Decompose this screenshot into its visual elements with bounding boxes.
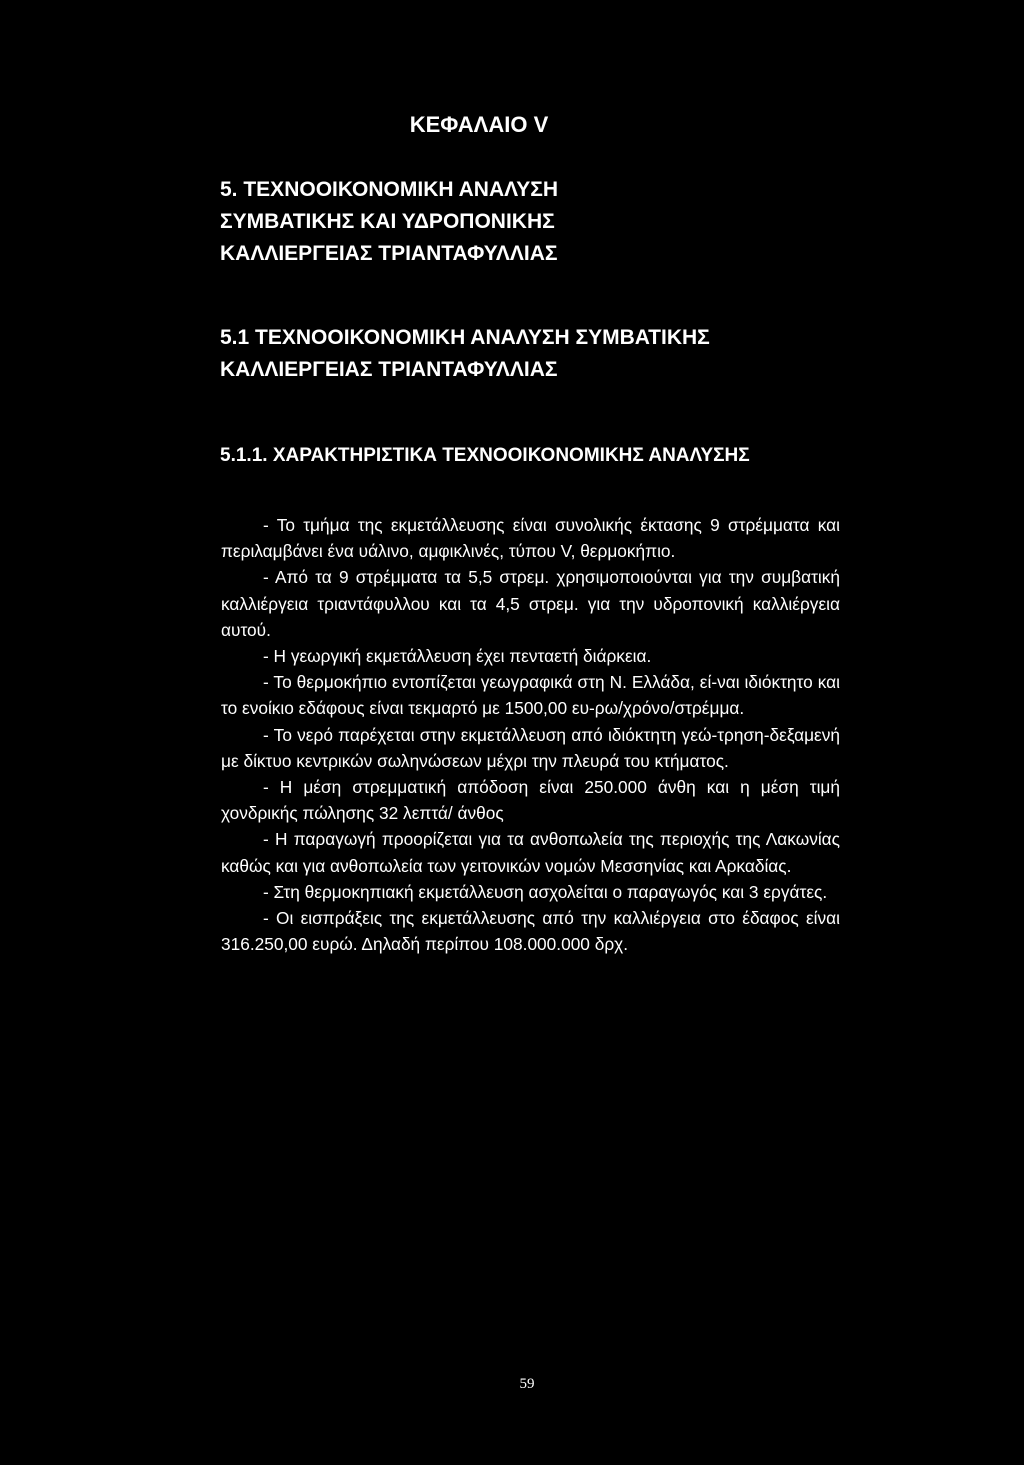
paragraph: - Στη θερμοκηπιακή εκμετάλλευση ασχολείται ο παραγωγός και 3 εργάτες. <box>263 881 828 902</box>
subsubsection-heading: 5.1.1. ΧΑΡΑΚΤΗΡΙΣΤΙΚΑ ΤΕΧΝΟΟΙΚΟΝΟΜΙΚΗΣ ΑΝΑΛΥΣΗΣ <box>220 445 750 466</box>
heading-line: 5. ΤΕΧΝΟΟΙΚΟΝΟΜΙΚΗ ΑΝΑΛΥΣΗ <box>220 178 558 201</box>
paragraph: - Το θερμοκήπιο εντοπίζεται γεωγραφικά στη Ν. Ελλάδα, εί-ναι ιδιόκτητο και το ενοίκιο εδάφους είναι τεκμαρτό με 1500,00 ευ-ρω/χρόνο/στρέμμα. <box>221 672 840 719</box>
paragraph: - Από τα 9 στρέμματα τα 5,5 στρεμ. χρησιμοποιούνται για την συμβατική καλλιέργεια τριαντάφυλλου και τα 4,5 στρεμ. για την υδροπονική καλλιέργεια αυτού. <box>221 567 840 640</box>
paragraph: - Η παραγωγή προορίζεται για τα ανθοπωλεία της περιοχής της Λακωνίας καθώς και για ανθοπωλεία των γειτονικών νομών Μεσσηνίας και Αρκαδίας. <box>221 829 840 876</box>
heading-line: ΣΥΜΒΑΤΙΚΗΣ ΚΑΙ ΥΔΡΟΠΟΝΙΚΗΣ <box>220 210 555 233</box>
paragraph: - Το τμήμα της εκμετάλλευσης είναι συνολικής έκτασης 9 στρέμματα και περιλαμβάνει ένα υάλινο, αμφικλινές, τύπου V, θερμοκήπιο. <box>221 515 840 562</box>
paragraph: - Οι εισπράξεις της εκμετάλλευσης από την καλλιέργεια στο έδαφος είναι 316.250,00 ευρώ. Δηλαδή περίπου 108.000.000 δρχ. <box>221 908 840 955</box>
heading-line: ΚΑΛΛΙΕΡΓΕΙΑΣ ΤΡΙΑΝΤΑΦΥΛΛΙΑΣ <box>220 358 558 381</box>
heading-line: ΚΑΛΛΙΕΡΓΕΙΑΣ ΤΡΙΑΝΤΑΦΥΛΛΙΑΣ <box>220 242 558 265</box>
chapter-title: ΚΕΦΑΛΑΙΟ V <box>409 112 549 137</box>
paragraph: - Η γεωργική εκμετάλλευση έχει πενταετή διάρκεια. <box>263 646 652 667</box>
heading-line: 5.1 ΤΕΧΝΟΟΙΚΟΝΟΜΙΚΗ ΑΝΑΛΥΣΗ ΣΥΜΒΑΤΙΚΗΣ <box>220 326 710 349</box>
body-text <box>221 512 840 957</box>
page-number: 59 <box>519 1376 535 1392</box>
section-heading <box>220 174 860 270</box>
paragraph: - Η μέση στρεμματική απόδοση είναι 250.000 άνθη και η μέση τιμή χονδρικής πώλησης 32 λεπτά/ άνθος <box>221 777 840 824</box>
paragraph: - Το νερό παρέχεται στην εκμετάλλευση από ιδιόκτητη γεώ-τρηση-δεξαμενή με δίκτυο κεντρικών σωληνώσεων μέχρι την πλευρά του κτήματος. <box>221 724 840 771</box>
subsection-heading <box>220 322 860 386</box>
